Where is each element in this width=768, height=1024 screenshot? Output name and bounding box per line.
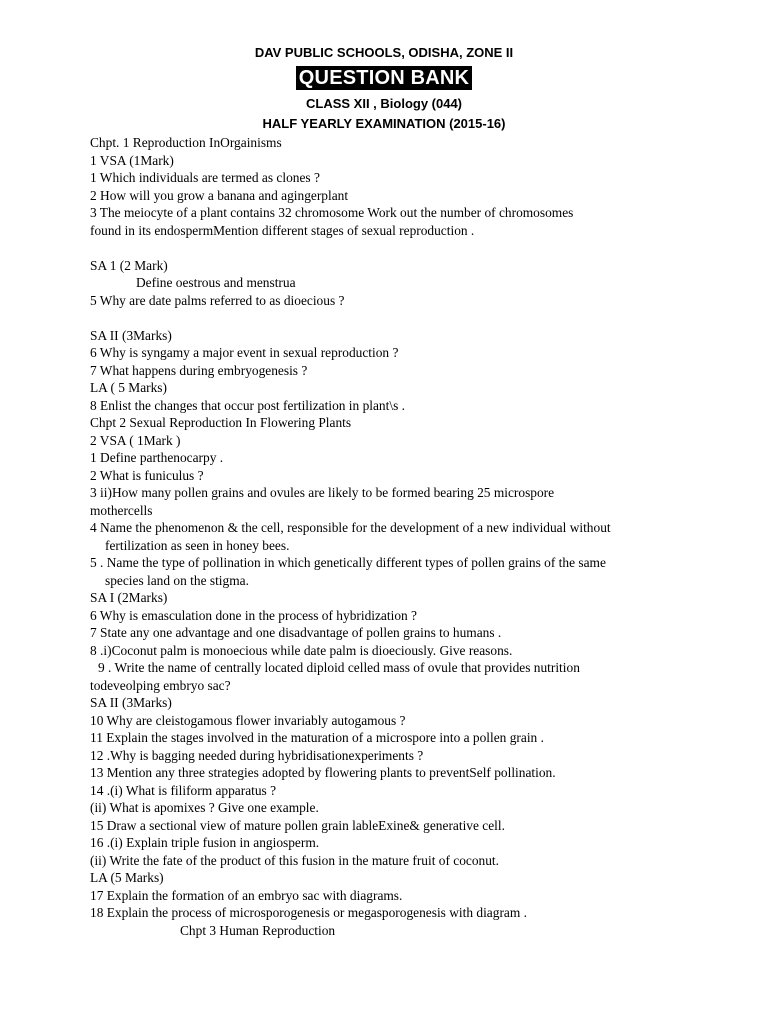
question-line: mothercells [90, 502, 153, 518]
question-line: 6 Why is syngamy a major event in sexual reproduction ? [90, 345, 399, 360]
school-name: DAV PUBLIC SCHOOLS, ODISHA, ZONE II [254, 45, 514, 60]
question-line: 7 State any one advantage and one disadvantage of pollen grains to humans . [90, 625, 502, 640]
question-line: 7 What happens during embryogenesis ? [90, 362, 308, 378]
question-line: 11 Explain the stages involved in the maturation of a microspore into a pollen grain . [90, 730, 544, 745]
section-heading: LA (5 Marks) [90, 870, 164, 885]
question-line: 5 . Name the type of pollination in which genetically different types of pollen grains of the same [90, 555, 606, 570]
question-line: 2 What is funiculus ? [90, 467, 204, 483]
question-line: Define oestrous and menstrua [136, 275, 296, 290]
document-title-text: QUESTION BANK [296, 66, 472, 90]
section-heading: 1 VSA (1Mark) [90, 152, 174, 168]
question-line: 14 .(i) What is filiform apparatus ? [90, 782, 277, 798]
question-line: 13 Mention any three strategies adopted by flowering plants to preventSelf pollination. [90, 765, 556, 780]
question-line: 1 Which individuals are termed as clones ? [90, 170, 320, 185]
question-line: (ii) What is apomixes ? Give one example. [90, 800, 319, 815]
question-line: 3 The meiocyte of a plant contains 32 chromosome Work out the number of chromosomes [90, 205, 574, 220]
section-heading: SA II (3Marks) [90, 695, 172, 710]
chapter-heading: Chpt 3 Human Reproduction [180, 922, 336, 938]
question-line: 17 Explain the formation of an embryo sac with diagrams. [90, 887, 403, 903]
question-line: fertilization as seen in honey bees. [105, 537, 290, 553]
question-line: 15 Draw a sectional view of mature pollen grain lableExine& generative cell. [90, 817, 505, 833]
class-subject: CLASS XII , Biology (044) [305, 96, 463, 111]
question-line: species land on the stigma. [105, 572, 249, 588]
question-line: 18 Explain the process of microsporogenesis or megasporogenesis with diagram . [90, 905, 527, 920]
question-line: 5 Why are date palms referred to as dioecious ? [90, 292, 345, 308]
section-heading: SA II (3Marks) [90, 327, 172, 343]
question-line: (ii) Write the fate of the product of this fusion in the mature fruit of coconut. [90, 852, 499, 868]
question-line: 4 Name the phenomenon & the cell, responsible for the development of a new individual without [90, 520, 611, 535]
blank-line [90, 239, 690, 257]
question-line: 8 .i)Coconut palm is monoecious while date palm is dioeciously. Give reasons. [90, 642, 513, 658]
question-line: 10 Why are cleistogamous flower invariably autogamous ? [90, 712, 406, 728]
question-line: 3 ii)How many pollen grains and ovules are likely to be formed bearing 25 microspore [90, 485, 555, 500]
exam-name: HALF YEARLY EXAMINATION (2015-16) [262, 116, 506, 131]
question-line: found in its endospermMention different stages of sexual reproduction . [90, 222, 475, 238]
question-line: 8 Enlist the changes that occur post fertilization in plant\s . [90, 397, 405, 413]
section-heading: LA ( 5 Marks) [90, 380, 167, 395]
question-line: 2 How will you grow a banana and agingerplant [90, 187, 349, 203]
question-line: todeveolping embryo sac? [90, 677, 231, 693]
question-list [90, 134, 690, 939]
chapter-heading: Chpt 2 Sexual Reproduction In Flowering Plants [90, 415, 352, 430]
section-heading: SA 1 (2 Mark) [90, 257, 168, 273]
question-line: 1 Define parthenocarpy . [90, 450, 224, 465]
section-heading: 2 VSA ( 1Mark ) [90, 432, 181, 448]
chapter-heading: Chpt. 1 Reproduction InOrgainisms [90, 135, 282, 150]
document-title [0, 66, 768, 90]
blank-line [90, 309, 690, 327]
question-line: 6 Why is emasculation done in the process of hybridization ? [90, 607, 417, 623]
question-line: 16 .(i) Explain triple fusion in angiosperm. [90, 835, 320, 850]
question-line: 12 .Why is bagging needed during hybridisationexperiments ? [90, 747, 424, 763]
question-line: 9 . Write the name of centrally located diploid celled mass of ovule that provides nutrition [98, 660, 580, 675]
section-heading: SA I (2Marks) [90, 590, 168, 605]
